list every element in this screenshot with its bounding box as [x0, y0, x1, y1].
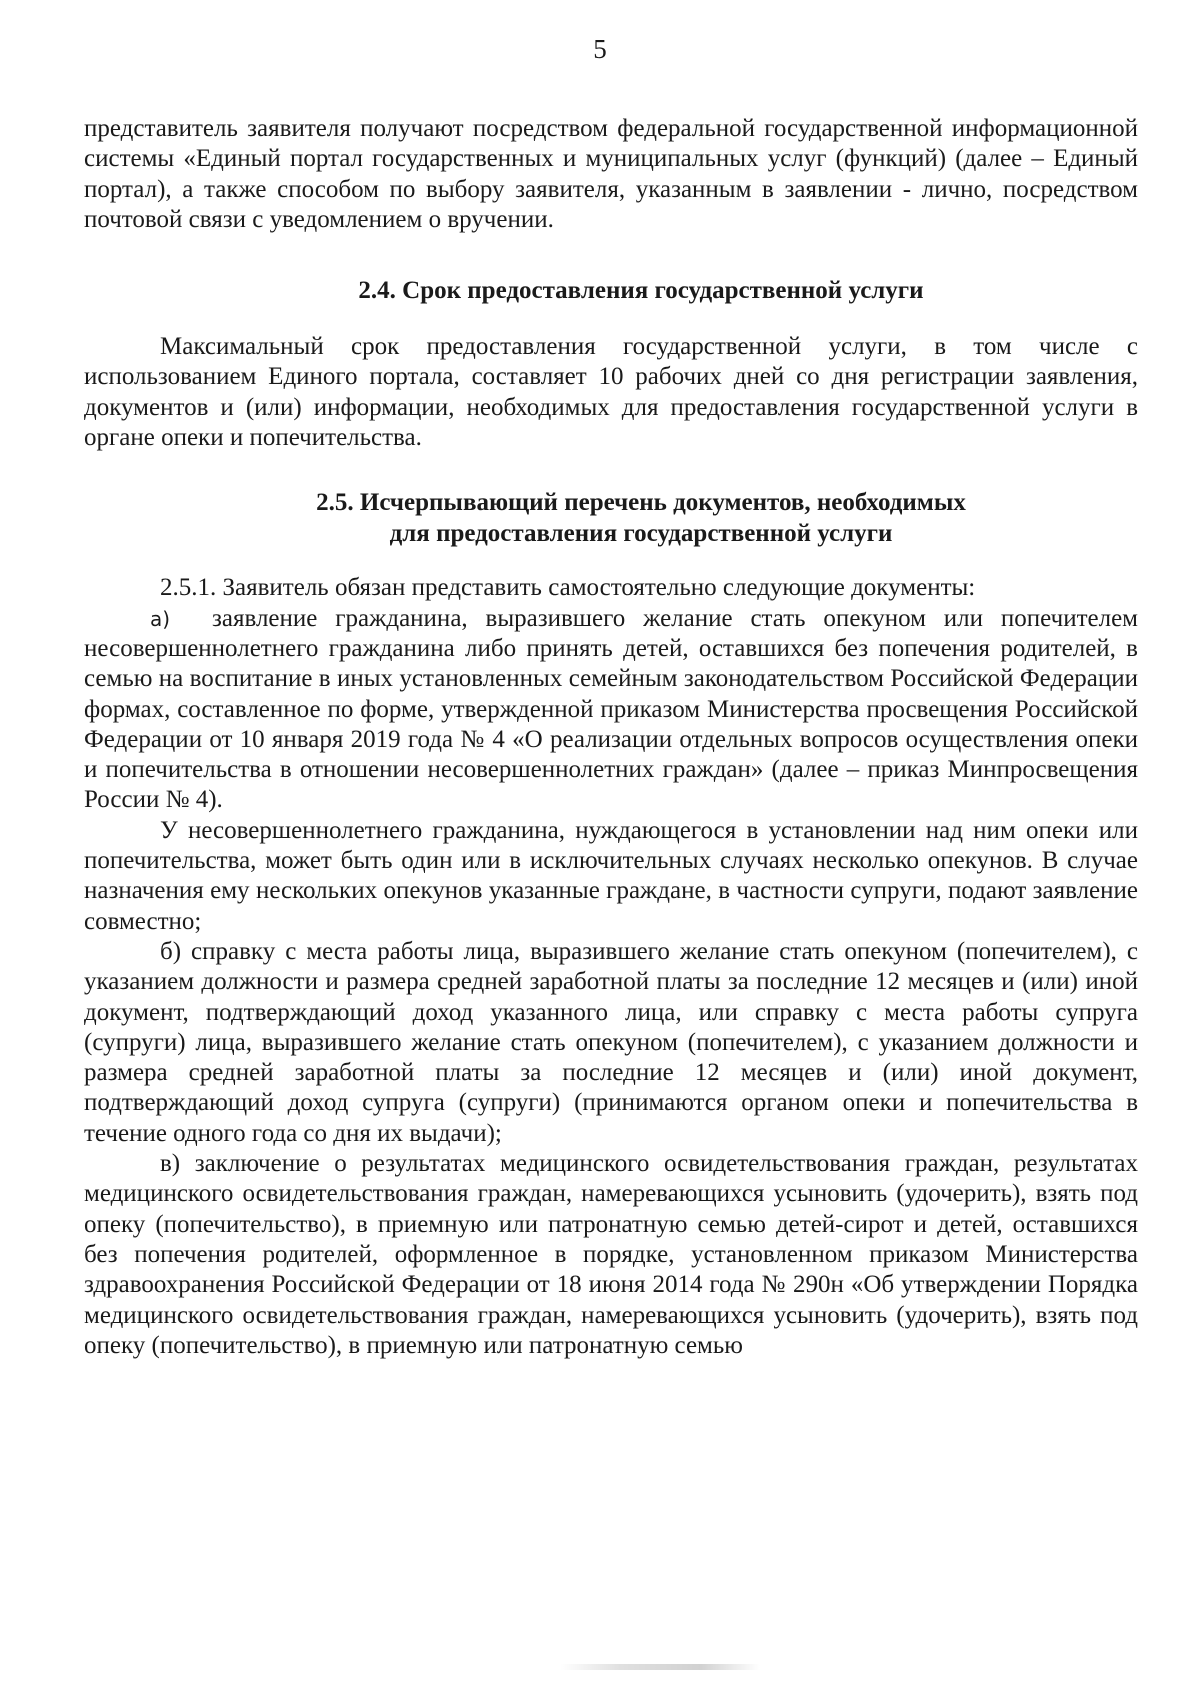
- section-2-5-heading-line-2: для предоставления государственной услуги: [389, 520, 893, 548]
- page-content: [84, 114, 1138, 1361]
- scan-artifact: [560, 1664, 760, 1670]
- item-b-paragraph: б) справку с места работы лица, выразившего желание стать опекуном (попечителем), с указанием должности и размера средней заработной платы за последние 12 месяцев и (или) иной документ, подтверждающий доход указанного лица, или справку с места работы супруга (супруги) лица, выразившего желание стать опекуном (попечителем), с указанием должности и размера средней заработной платы за последние 12 месяцев и (или) иной документ, подтверждающий доход супруга (супруги) (принимаются органом опеки и попечительства в течение одного года со дня их выдачи);: [84, 937, 1138, 1147]
- item-a-note-paragraph: У несовершеннолетнего гражданина, нуждающегося в установлении над ним опеки или попечительства, может быть один или в исключительных случаях несколько опекунов. В случае назначения ему нескольких опекунов указанные граждане, в частности супруги, подают заявление совместно;: [84, 816, 1138, 935]
- item-a-paragraph: [84, 604, 1138, 816]
- section-2-4-heading: 2.4. Срок предоставления государственной услуги: [358, 277, 924, 305]
- section-2-4-paragraph: Максимальный срок предоставления государственной услуги, в том числе с использованием Единого портала, составляет 10 рабочих дней со дня регистрации заявления, документов и (или) информации, необходимых для предоставления государственной услуги в органе опеки и попечительства.: [84, 333, 1138, 452]
- intro-paragraph: представитель заявителя получают посредством федеральной государственной информационной системы «Единый портал государственных и муниципальных услуг (функций) (далее – Единый портал), а также способом по выбору заявителя, указанным в заявлении - лично, посредством почтовой связи с уведомлением о вручении.: [84, 115, 1138, 233]
- item-a-text: заявление гражданина, выразившего желание стать опекуном или попечителем несовершеннолетнего гражданина либо принять детей, оставшихся без попечения родителей, в семью на воспитание в иных установленных семейным законодательством Российской Федерации формах, составленное по форме, утвержденной приказом Министерства просвещения Российской Федерации от 10 января 2019 года № 4 «О реализации отдельных вопросов осуществления опеки и попечительства в отношении несовершеннолетних граждан» (далее – приказ Минпросвещения России № 4).: [84, 604, 1138, 814]
- item-v-paragraph: в) заключение о результатах медицинского освидетельствования граждан, результатах медицинского освидетельствования граждан, намеревающихся усыновить (удочерить), взять под опеку (попечительство), в приемную или патронатную семью детей-сирот и детей, оставшихся без попечения родителей, оформленное в порядке, установленном приказом Министерства здравоохранения Российской Федерации от 18 июня 2014 года № 290н «Об утверждении Порядка медицинского освидетельствования граждан, намеревающихся усыновить (удочерить), взять под опеку (попечительство), в приемную или патронатную семью: [84, 1150, 1138, 1359]
- item-a-marker: а): [150, 606, 171, 631]
- section-2-5-heading: [84, 487, 1138, 549]
- item-2-5-1: 2.5.1. Заявитель обязан представить самостоятельно следующие документы:: [160, 574, 976, 602]
- page-number: 5: [593, 34, 607, 64]
- section-2-5-heading-line-1: 2.5. Исчерпывающий перечень документов, необходимых: [316, 489, 966, 517]
